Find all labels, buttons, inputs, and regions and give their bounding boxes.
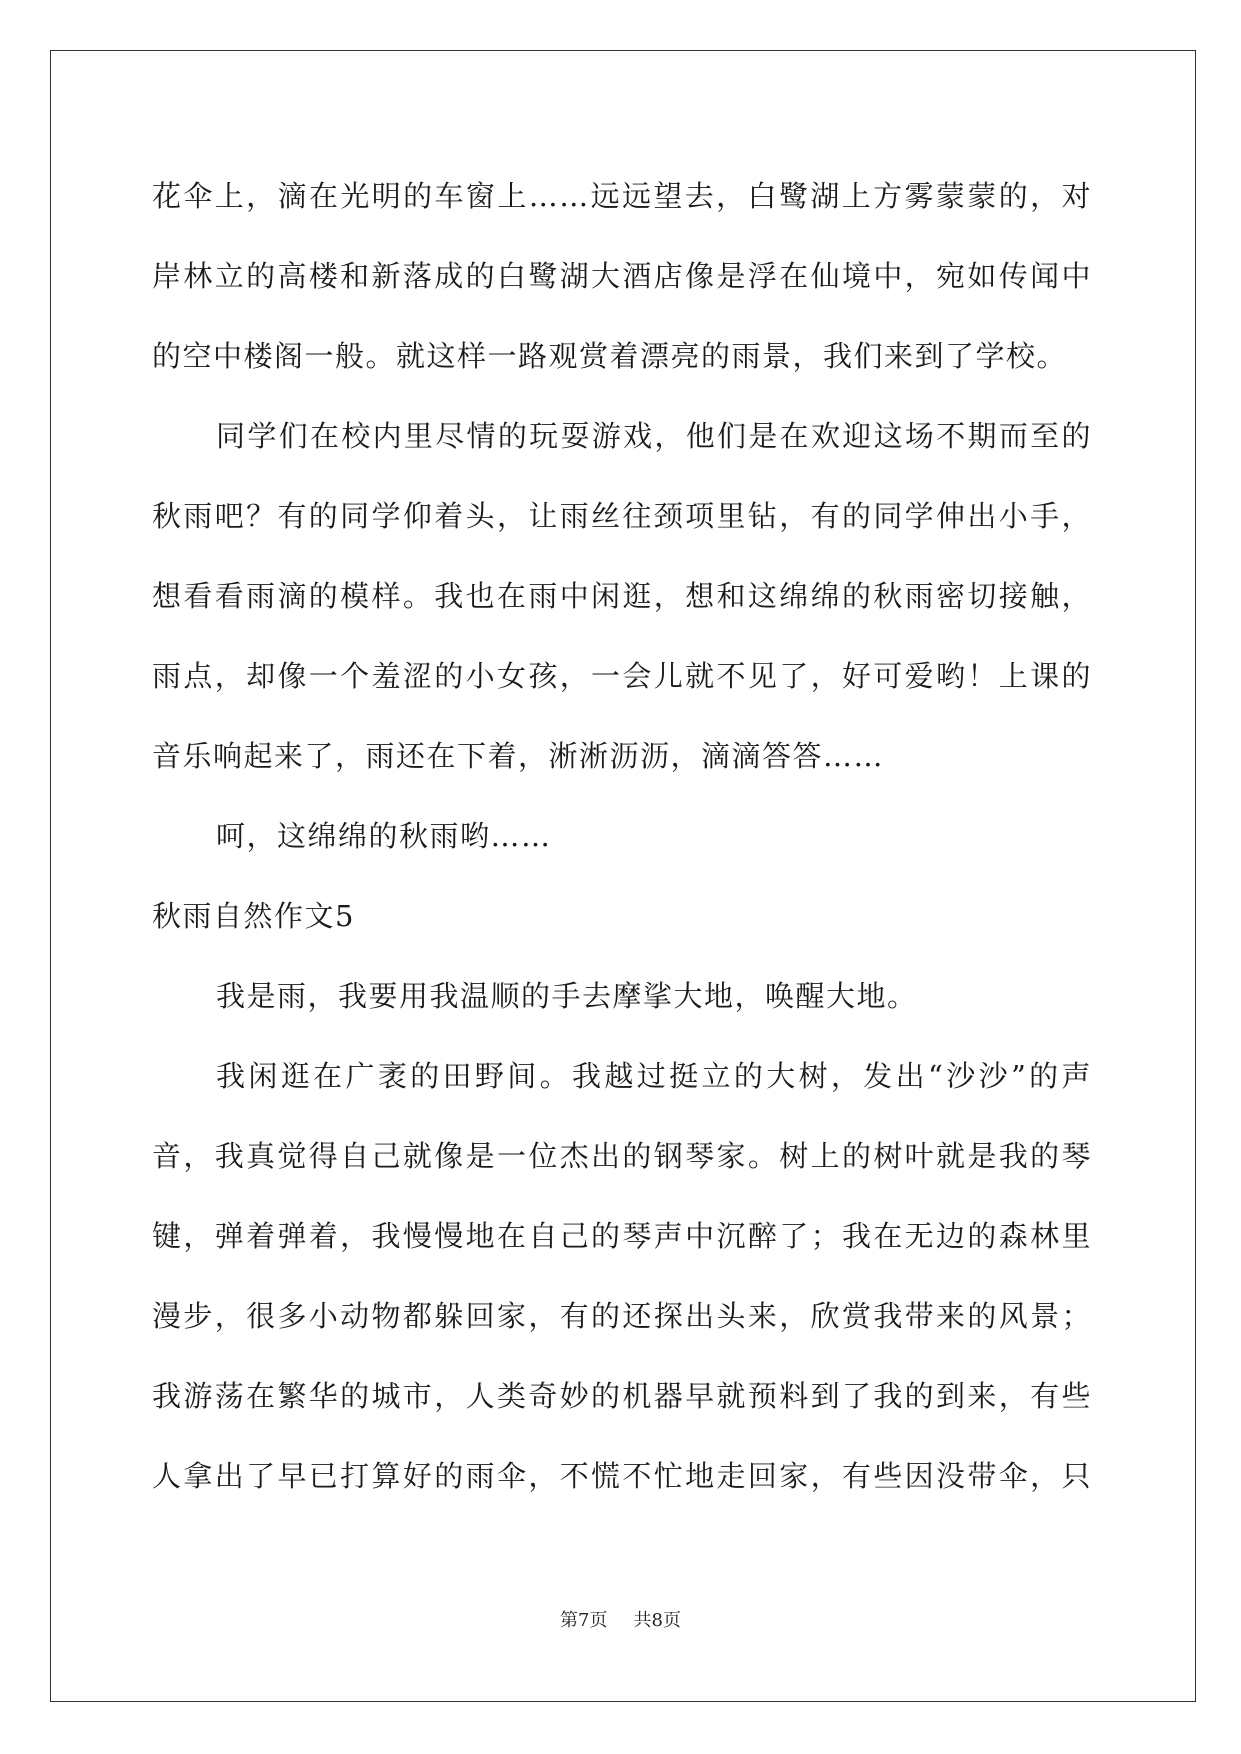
text-line: 的空中楼阁一般。就这样一路观赏着漂亮的雨景，我们来到了学校。 xyxy=(152,339,1068,373)
text-line: 想看看雨滴的模样。我也在雨中闲逛，想和这绵绵的秋雨密切接触， xyxy=(152,579,1092,613)
page-footer xyxy=(0,1606,1241,1632)
text-line: 我闲逛在广袤的田野间。我越过挺立的大树，发出“沙沙”的声 xyxy=(216,1059,1092,1093)
text-line: 人拿出了早已打算好的雨伞，不慌不忙地走回家，有些因没带伞，只 xyxy=(152,1459,1092,1493)
text-line: 漫步，很多小动物都躲回家，有的还探出头来，欣赏我带来的风景； xyxy=(152,1299,1092,1333)
section-heading: 秋雨自然作文5 xyxy=(152,899,355,933)
text-line: 花伞上，滴在光明的车窗上……远远望去，白鹭湖上方雾蒙蒙的，对 xyxy=(152,179,1092,213)
text-line: 键，弹着弹着，我慢慢地在自己的琴声中沉醉了；我在无边的森林里 xyxy=(152,1219,1092,1253)
current-page-label: 第7页 xyxy=(560,1610,608,1631)
text-line: 音，我真觉得自己就像是一位杰出的钢琴家。树上的树叶就是我的琴 xyxy=(152,1139,1092,1173)
text-line: 秋雨吧？有的同学仰着头，让雨丝往颈项里钻，有的同学伸出小手， xyxy=(152,499,1092,533)
total-pages-label: 共8页 xyxy=(633,1610,681,1631)
text-line: 岸林立的高楼和新落成的白鹭湖大酒店像是浮在仙境中，宛如传闻中 xyxy=(152,259,1092,293)
text-line: 我游荡在繁华的城市，人类奇妙的机器早就预料到了我的到来，有些 xyxy=(152,1379,1092,1413)
text-line: 我是雨，我要用我温顺的手去摩挲大地，唤醒大地。 xyxy=(216,979,918,1013)
text-line: 同学们在校内里尽情的玩耍游戏，他们是在欢迎这场不期而至的 xyxy=(216,419,1092,453)
text-line: 音乐响起来了，雨还在下着，淅淅沥沥，滴滴答答…… xyxy=(152,739,885,773)
document-body xyxy=(152,156,1092,1516)
text-line: 呵，这绵绵的秋雨哟…… xyxy=(216,819,552,853)
text-line: 雨点，却像一个羞涩的小女孩，一会儿就不见了，好可爱哟！上课的 xyxy=(152,659,1092,693)
